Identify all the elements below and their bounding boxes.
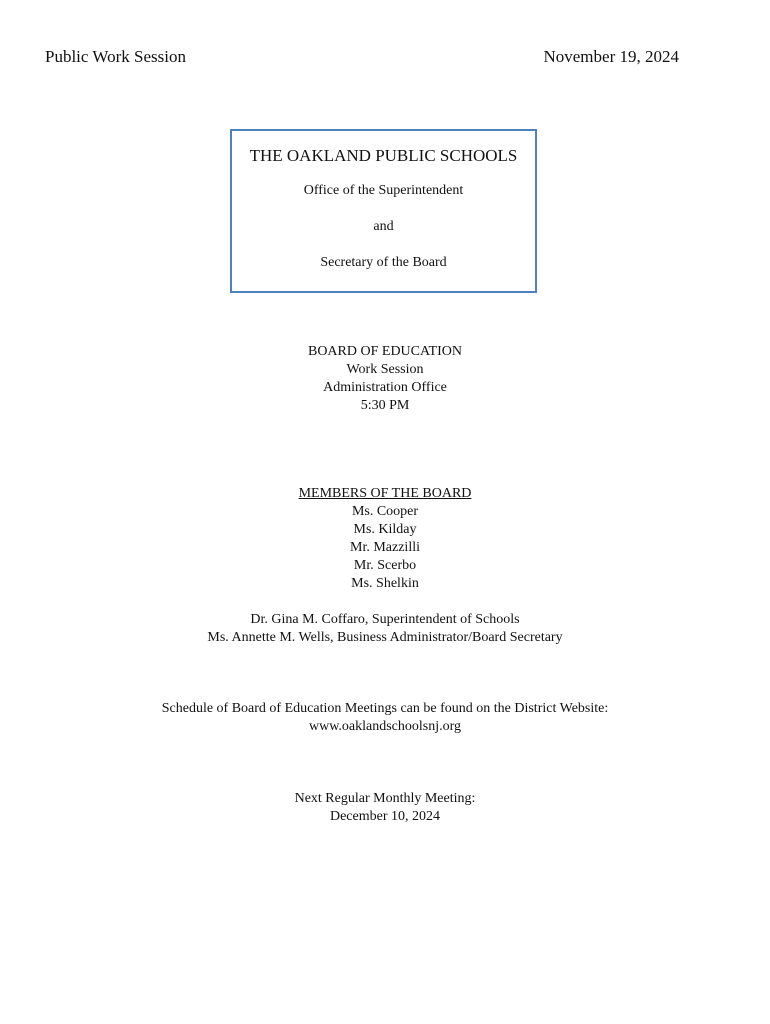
meeting-body: BOARD OF EDUCATION [307, 344, 462, 359]
schedule-notice [0, 700, 770, 736]
title-box [230, 129, 537, 293]
business-administrator-line: Ms. Annette M. Wells, Business Administrator/Board Secretary [207, 630, 563, 645]
meeting-type: Work Session [346, 362, 424, 377]
member-name: Mr. Mazzilli [350, 540, 420, 555]
meeting-info [0, 343, 770, 415]
meeting-time: 5:30 PM [360, 398, 410, 413]
member-name: Ms. Shelkin [351, 576, 419, 591]
members-heading: MEMBERS OF THE BOARD [298, 486, 472, 501]
member-name: Ms. Cooper [351, 504, 419, 519]
next-meeting-label: Next Regular Monthly Meeting: [294, 791, 476, 806]
next-meeting [0, 790, 770, 826]
district-title: THE OAKLAND PUBLIC SCHOOLS [249, 146, 518, 165]
superintendent-line: Dr. Gina M. Coffaro, Superintendent of Schools [250, 612, 520, 627]
office-connector: and [373, 219, 394, 234]
office-line: Office of the Superintendent [303, 183, 464, 198]
administration [0, 611, 770, 647]
next-meeting-date: December 10, 2024 [329, 809, 441, 824]
secretary-line: Secretary of the Board [320, 255, 447, 270]
meeting-location: Administration Office [323, 380, 447, 395]
district-website-link[interactable]: www.oaklandschoolsnj.org [308, 719, 462, 734]
schedule-text: Schedule of Board of Education Meetings can be found on the District Website: [161, 701, 609, 716]
header-date: November 19, 2024 [543, 47, 679, 66]
board-members [0, 485, 770, 593]
header-session-type: Public Work Session [45, 47, 186, 66]
member-name: Ms. Kilday [353, 522, 417, 537]
member-name: Mr. Scerbo [353, 558, 417, 573]
